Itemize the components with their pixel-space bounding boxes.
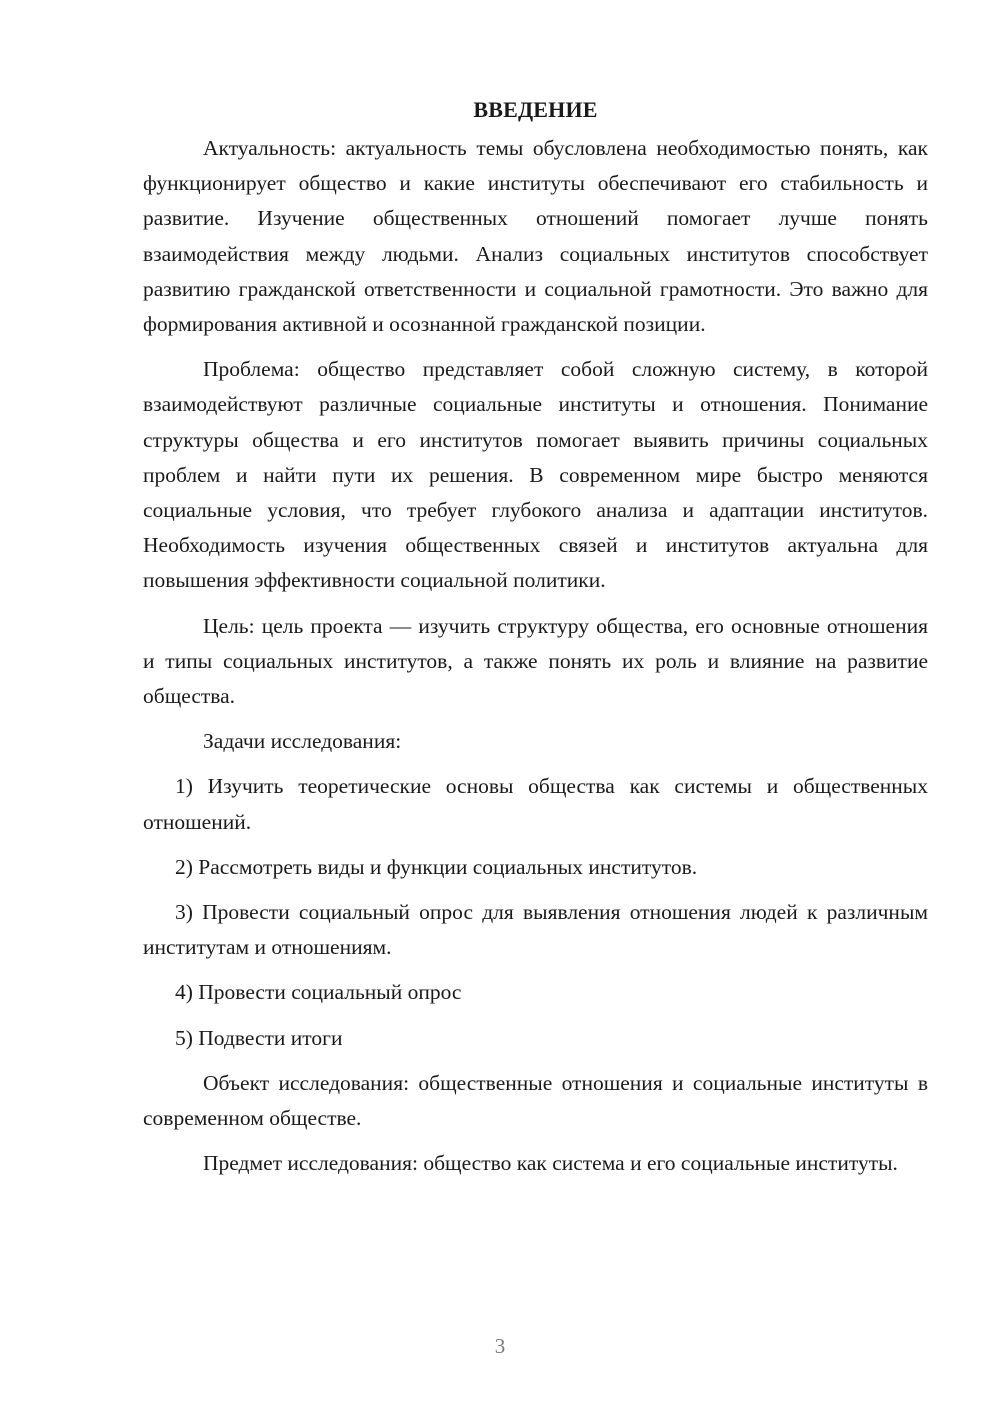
task-item: 4) Провести социальный опрос: [175, 980, 462, 1005]
page-content: [143, 92, 928, 1191]
paragraph-subject: Предмет исследования: общество как система и его социальные институты.: [203, 1151, 898, 1176]
task-item: 3) Провести социальный опрос для выявления отношения людей к различным институтам и отношениям.: [143, 900, 928, 960]
task-item: 2) Рассмотреть виды и функции социальных институтов.: [175, 854, 698, 879]
paragraph-problem: Проблема: общество представляет собой сложную систему, в которой взаимодействуют различные социальные институты и отношения. Понимание структуры общества и его институтов помогает выявить причины социальных проблем и найти пути их решения. В современном мире быстро меняются социальные условия, что требует глубокого анализа и адаптации институтов. Необходимость изучения общественных связей и институтов актуальна для повышения эффективности социальной политики.: [143, 357, 928, 593]
tasks-heading: Задачи исследования:: [203, 729, 402, 754]
task-item: 5) Подвести итоги: [175, 1025, 343, 1050]
paragraph-goal: Цель: цель проекта — изучить структуру общества, его основные отношения и типы социальных институтов, а также понять их роль и влияние на развитие общества.: [143, 613, 928, 709]
task-item: 1) Изучить теоретические основы общества как системы и общественных отношений.: [143, 774, 928, 834]
page-title: ВВЕДЕНИЕ: [473, 97, 598, 122]
page-number: 3: [494, 1334, 506, 1358]
paragraph-relevance: Актуальность: актуальность темы обусловлена необходимостью понять, как функционирует общество и какие институты обеспечивают его стабильность и развитие. Изучение общественных отношений помогает лучше понять взаимодействия между людьми. Анализ социальных институтов способствует развитию гражданской ответственности и социальной грамотности. Это важно для формирования активной и осознанной гражданской позиции.: [143, 136, 928, 337]
paragraph-object: Объект исследования: общественные отношения и социальные институты в современном обществе.: [143, 1070, 928, 1131]
